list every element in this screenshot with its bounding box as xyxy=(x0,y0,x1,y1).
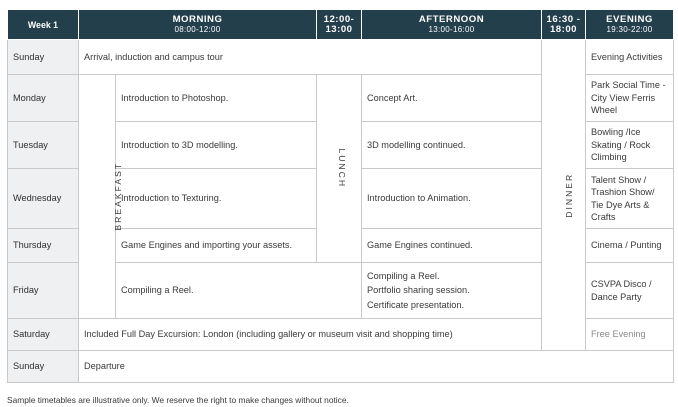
afternoon-thursday: Game Engines continued. xyxy=(362,229,542,263)
evening-wednesday: Talent Show / Trashion Show/ Tie Dye Arts & Crafts xyxy=(586,169,674,229)
lunch-column: LUNCH xyxy=(317,75,362,263)
evening-sunday: Evening Activities xyxy=(586,40,674,75)
morning-monday: Introduction to Photoshop. xyxy=(116,75,317,122)
evening-monday: Park Social Time - City View Ferris Wheel xyxy=(586,75,674,122)
evening-tuesday: Bowling /Ice Skating / Rock Climbing xyxy=(586,122,674,169)
evening-header: EVENING 19:30-22:00 xyxy=(586,10,674,40)
afternoon-friday-item: Compiling a Reel. xyxy=(367,270,440,281)
table-row xyxy=(8,40,674,75)
arrival-activity: Arrival, induction and campus tour xyxy=(79,40,542,75)
table-row xyxy=(8,351,674,383)
afternoon-friday-item: Certificate presentation. xyxy=(367,299,465,310)
lunch-time-header: 12:00- 13:00 xyxy=(317,10,362,40)
morning-header: MORNING 08:00-12:00 xyxy=(79,10,317,40)
day-saturday: Saturday xyxy=(8,319,79,351)
afternoon-friday-item: Portfolio sharing session. xyxy=(367,285,470,296)
excursion-activity: Included Full Day Excursion: London (including gallery or museum visit and shopping time) xyxy=(79,319,542,351)
morning-thursday: Game Engines and importing your assets. xyxy=(116,229,317,263)
afternoon-monday: Concept Art. xyxy=(362,75,542,122)
day-sunday-arrival: Sunday xyxy=(8,40,79,75)
week-header: Week 1 xyxy=(8,10,79,40)
evening-friday: CSVPA Disco / Dance Party xyxy=(586,263,674,319)
evening-saturday: Free Evening xyxy=(586,319,674,351)
morning-friday: Compiling a Reel. xyxy=(116,263,362,319)
dinner-time-header: 16:30 - 18:00 xyxy=(542,10,586,40)
day-thursday: Thursday xyxy=(8,229,79,263)
header-row xyxy=(8,10,674,40)
footnote: Sample timetables are illustrative only. We reserve the right to make changes without notice. xyxy=(7,395,349,405)
dinner-column: DINNER xyxy=(542,40,586,351)
day-sunday-departure: Sunday xyxy=(8,351,79,383)
morning-wednesday: Introduction to Texturing. xyxy=(116,169,317,229)
day-friday: Friday xyxy=(8,263,79,319)
afternoon-friday xyxy=(362,263,542,319)
evening-thursday: Cinema / Punting xyxy=(586,229,674,263)
day-tuesday: Tuesday xyxy=(8,122,79,169)
morning-tuesday: Introduction to 3D modelling. xyxy=(116,122,317,169)
day-wednesday: Wednesday xyxy=(8,169,79,229)
afternoon-tuesday: 3D modelling continued. xyxy=(362,122,542,169)
departure-activity: Departure xyxy=(79,351,674,383)
breakfast-column: BREAKFAST xyxy=(79,75,116,319)
day-monday: Monday xyxy=(8,75,79,122)
afternoon-wednesday: Introduction to Animation. xyxy=(362,169,542,229)
weekly-timetable xyxy=(7,9,674,383)
afternoon-header: AFTERNOON 13:00-16:00 xyxy=(362,10,542,40)
